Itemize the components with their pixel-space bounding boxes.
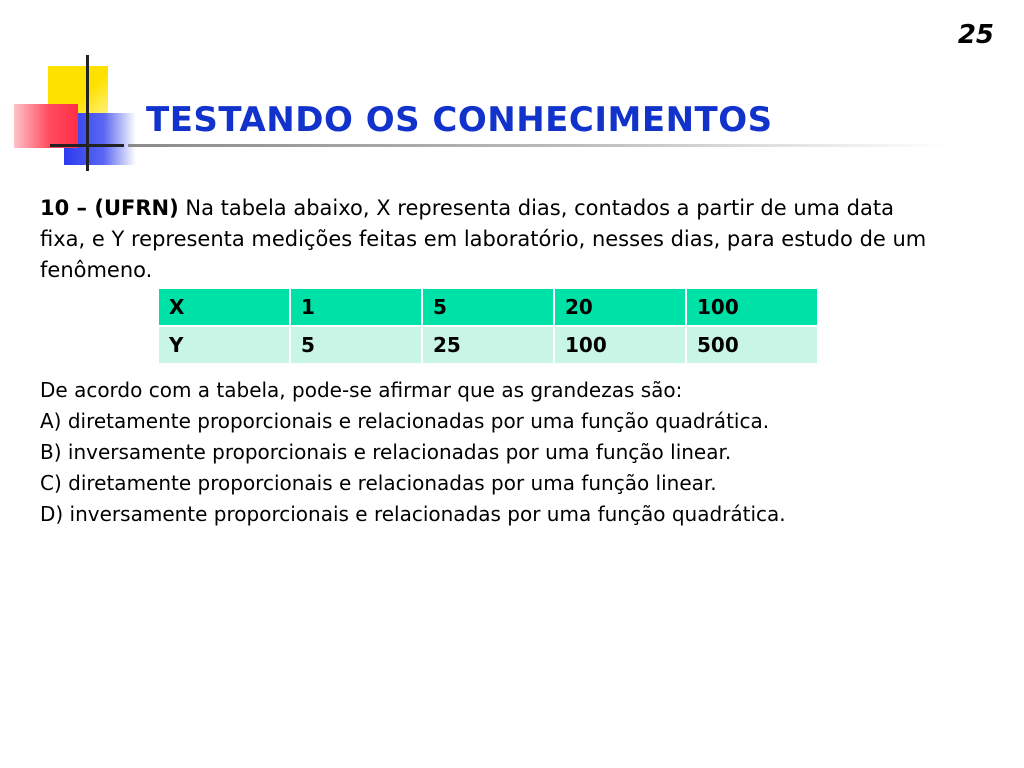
statement-text: De acordo com a tabela, pode-se afirmar que as grandezas são: [40, 378, 683, 402]
table-cell: 20 [554, 288, 686, 326]
table-cell: Y [158, 326, 290, 364]
option-a: A) diretamente proporcionais e relacionadas por uma função quadrática. [40, 409, 770, 433]
question-source: 10 – (UFRN) [40, 196, 179, 220]
vertical-line [86, 55, 89, 171]
page-title: TESTANDO OS CONHECIMENTOS [146, 100, 773, 140]
table-row [158, 326, 818, 364]
data-table [157, 287, 819, 365]
question-text: Na tabela abaixo, X representa dias, contados a partir de uma data fixa, e Y representa medições feitas em laboratório, nesses dias, para estudo de um fenômeno. [40, 196, 927, 282]
title-underline [128, 144, 948, 147]
red-square [14, 104, 78, 148]
table-cell: 500 [686, 326, 818, 364]
table-cell: X [158, 288, 290, 326]
table-cell: 5 [422, 288, 554, 326]
table-row [158, 288, 818, 326]
option-b: B) inversamente proporcionais e relacionadas por uma função linear. [40, 440, 732, 464]
option-c: C) diretamente proporcionais e relacionadas por uma função linear. [40, 471, 717, 495]
horizontal-line [50, 144, 124, 147]
table-cell: 100 [686, 288, 818, 326]
table-cell: 1 [290, 288, 422, 326]
decorative-squares-logo [0, 0, 160, 180]
table-cell: 100 [554, 326, 686, 364]
table-cell: 25 [422, 326, 554, 364]
slide-number: 25 [957, 20, 994, 50]
table-cell: 5 [290, 326, 422, 364]
question-intro [40, 193, 940, 286]
question-body [40, 375, 1000, 530]
option-d: D) inversamente proporcionais e relacionadas por uma função quadrática. [40, 502, 786, 526]
